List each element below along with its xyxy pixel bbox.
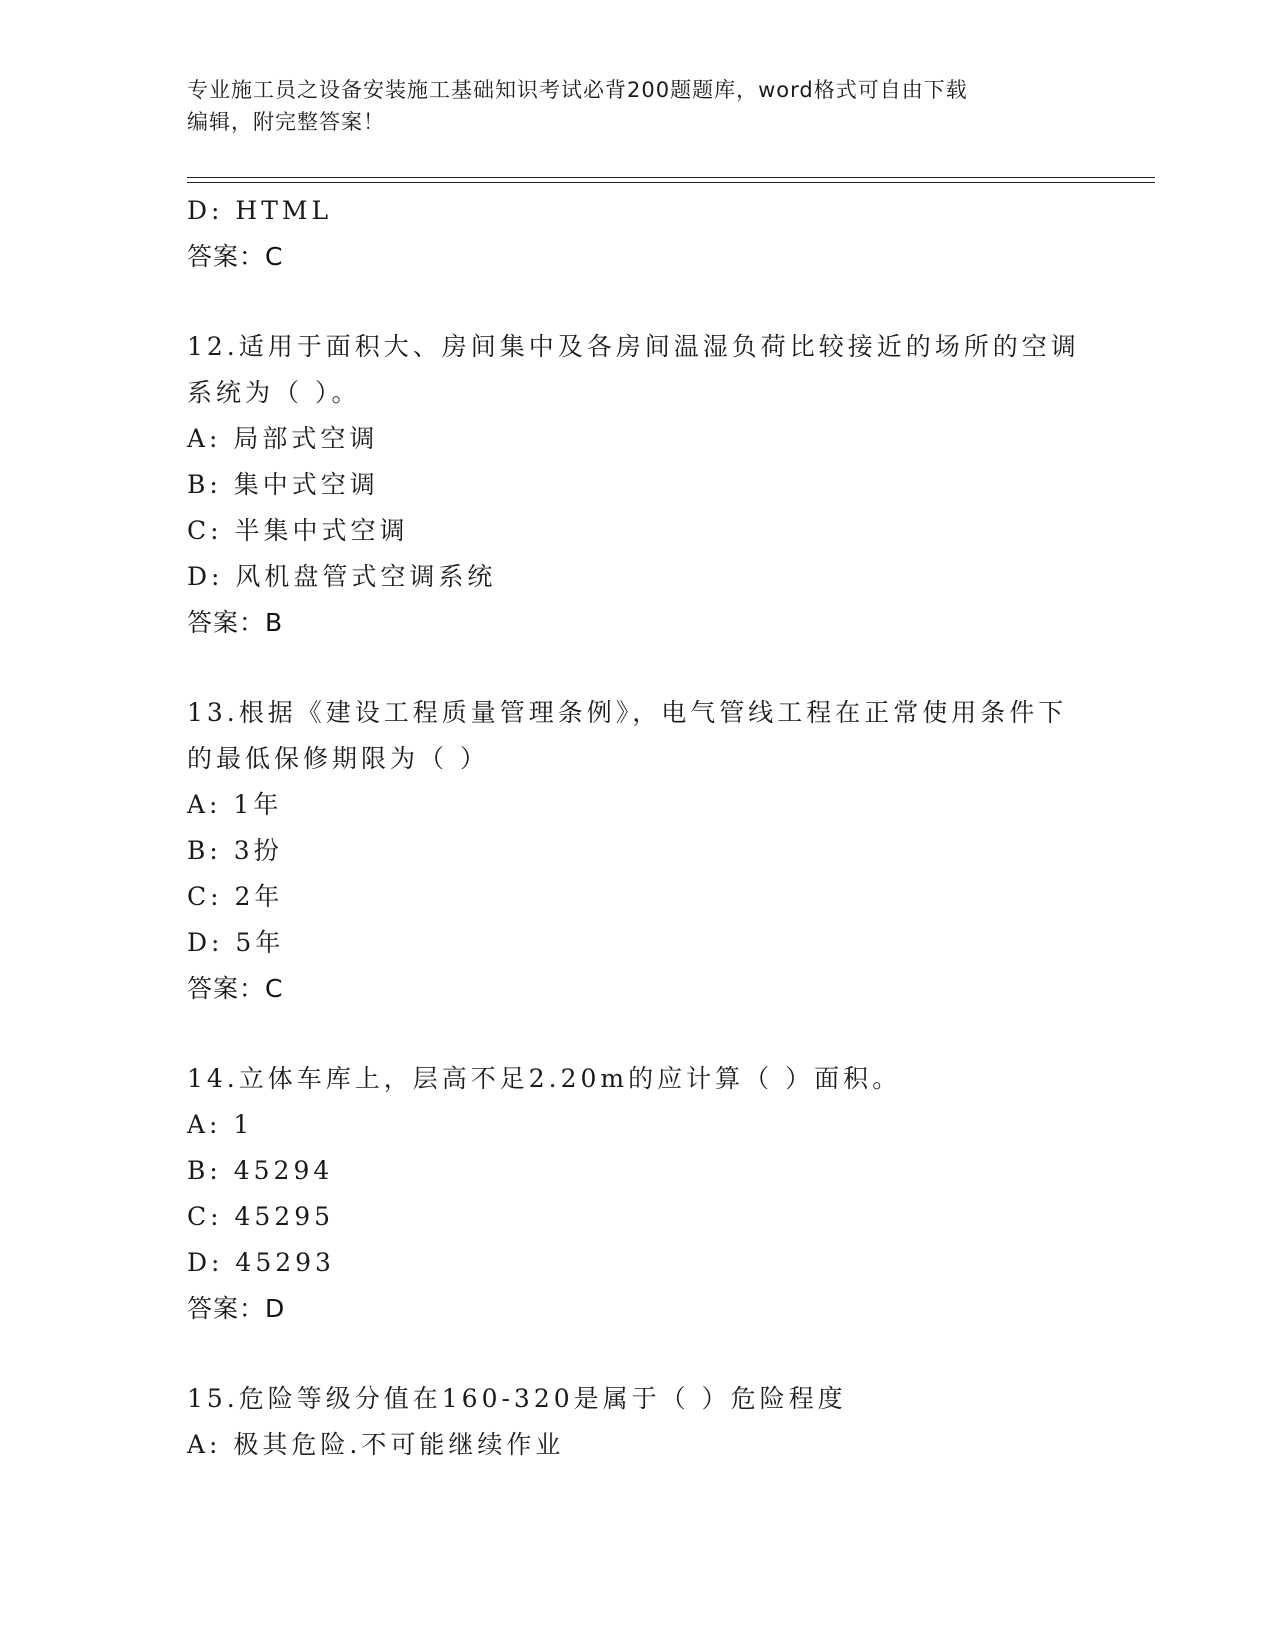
question-12 [187, 324, 1087, 646]
option-c: C: 2年 [187, 882, 284, 911]
option-a: A: 局部式空调 [187, 424, 379, 453]
option-a: A: 1年 [187, 790, 283, 819]
option-a: A: 1 [187, 1110, 254, 1139]
option-c: C: 半集中式空调 [187, 516, 409, 545]
question-list [187, 188, 1087, 1468]
question-stem: 15.危险等级分值在160-320是属于（ ）危险程度 [187, 1384, 847, 1413]
question-15 [187, 1376, 1087, 1468]
option-b: B: 3扮 [187, 836, 283, 865]
header-divider-top [187, 177, 1155, 178]
question-stem-cont: 系统为（ ）。 [187, 378, 361, 407]
answer-line: 答案：C [187, 242, 284, 271]
document-header [187, 74, 1067, 138]
option-b: B: 45294 [187, 1156, 334, 1185]
option-c: C: 45295 [187, 1202, 335, 1231]
answer-line: 答案：B [187, 608, 284, 637]
question-stem: 14.立体车库上，层高不足2.20m的应计算（ ）面积。 [187, 1064, 902, 1093]
option-d: D: 5年 [187, 928, 285, 957]
header-line-1: 专业施工员之设备安装施工基础知识考试必背200题题库，word格式可自由下载 [187, 78, 968, 102]
option-d: D: 45293 [187, 1248, 335, 1277]
question-stem: 12.适用于面积大、房间集中及各房间温湿负荷比较接近的场所的空调 [187, 332, 1080, 361]
option-d: D: HTML [187, 196, 333, 225]
answer-line: 答案：C [187, 974, 284, 1003]
answer-line: 答案：D [187, 1294, 286, 1323]
option-b: B: 集中式空调 [187, 470, 379, 499]
header-line-2: 编辑，附完整答案！ [187, 110, 385, 134]
question-stem: 13.根据《建设工程质量管理条例》，电气管线工程在正常使用条件下 [187, 698, 1068, 727]
option-a: A: 极其危险.不可能继续作业 [187, 1430, 565, 1459]
previous-question-tail [187, 188, 1087, 280]
question-stem-cont: 的最低保修期限为（ ） [187, 744, 489, 773]
question-14 [187, 1056, 1087, 1332]
question-13 [187, 690, 1087, 1012]
header-divider-bottom [187, 182, 1155, 183]
option-d: D: 风机盘管式空调系统 [187, 562, 497, 591]
